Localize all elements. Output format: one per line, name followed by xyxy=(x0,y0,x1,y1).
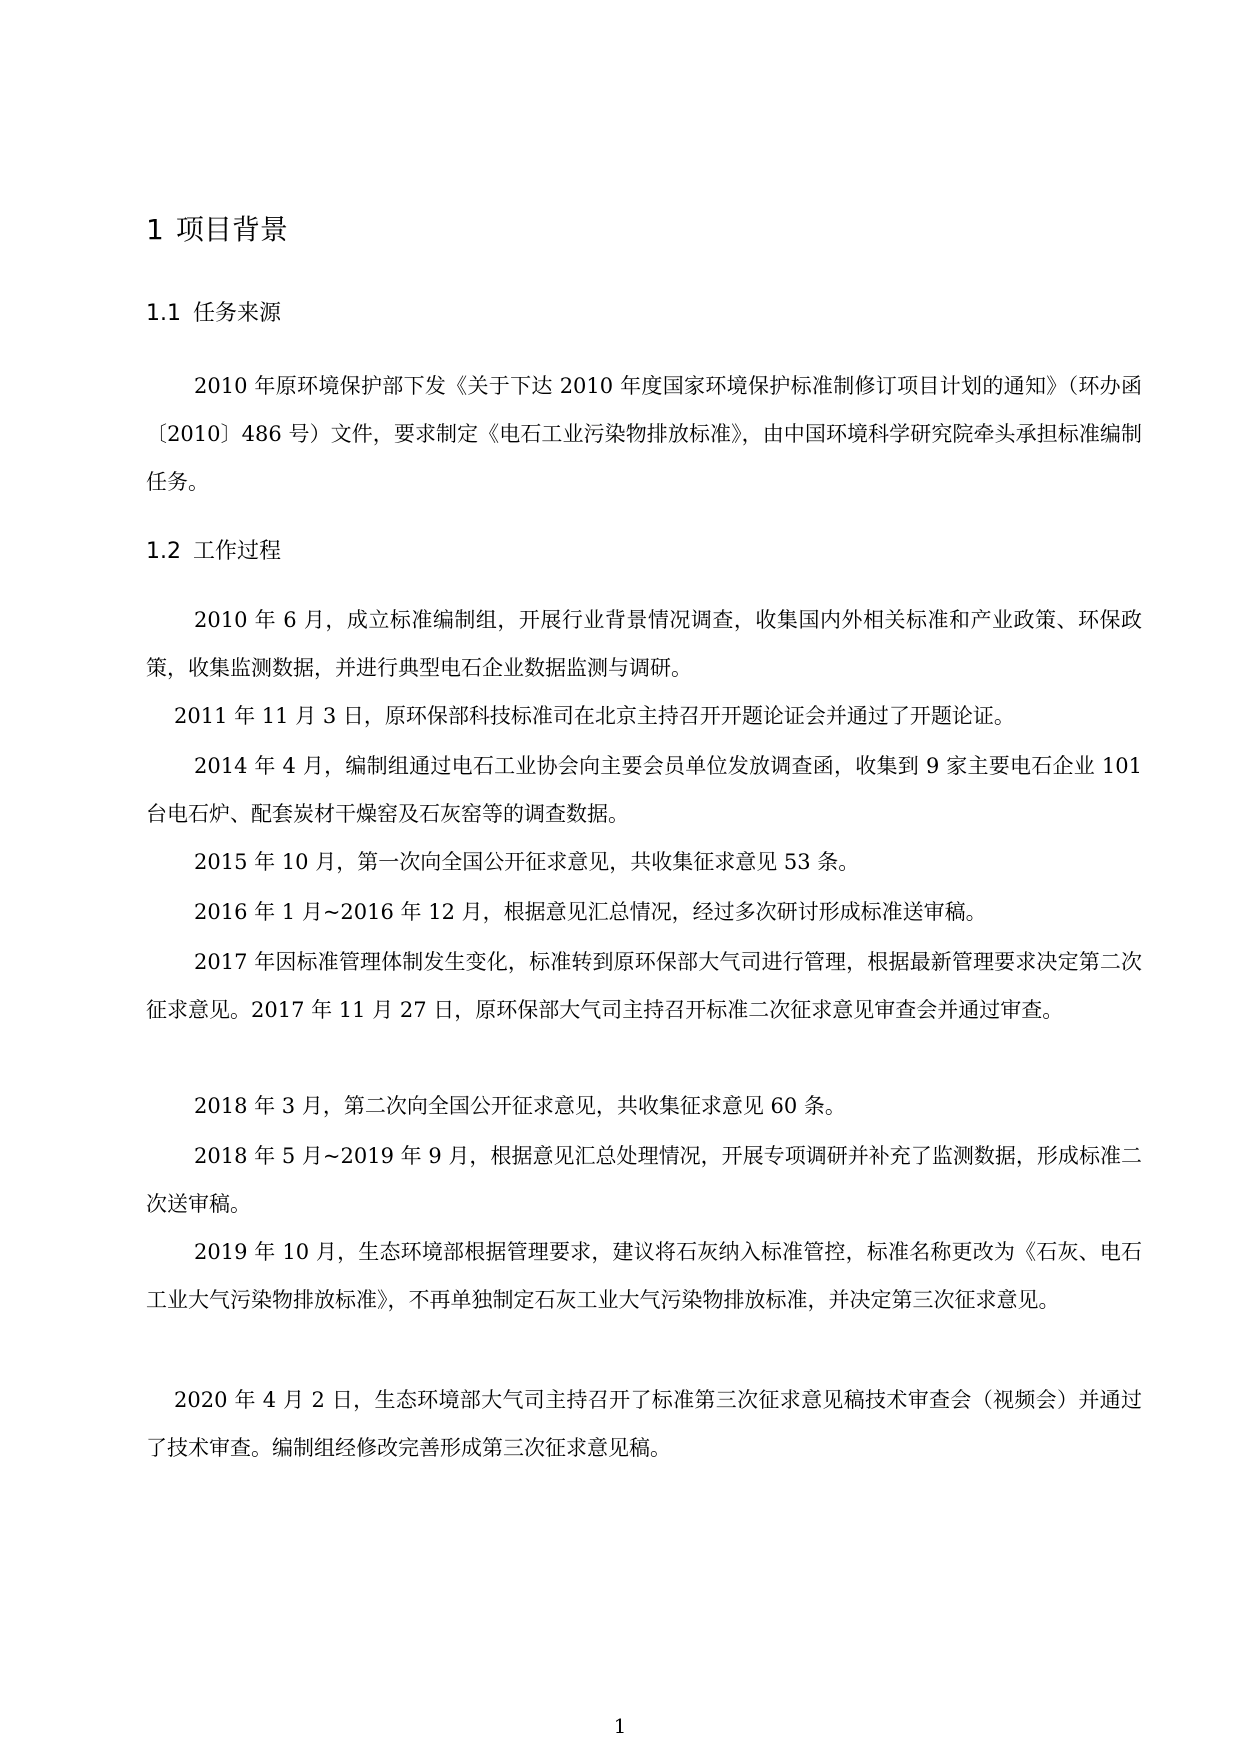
section-1-1-heading xyxy=(146,298,281,330)
section-1-heading xyxy=(146,210,288,250)
section-1-2-title: 工作过程 xyxy=(193,539,282,564)
section-1-1-title: 任务来源 xyxy=(193,301,282,326)
work-process-paragraph-2018-march: 2018 年 3 月，第二次向全国公开征求意见，共收集征求意见 60 条。 xyxy=(194,1094,846,1118)
work-process-paragraph-2020: 2020 年 4 月 2 日，生态环境部大气司主持召开了标准第三次征求意见稿技术审查会（视频会）并通过了技术审查。编制组经修改完善形成第三次征求意见稿。 xyxy=(146,1388,1142,1460)
work-process-paragraph-2015: 2015 年 10 月，第一次向全国公开征求意见，共收集征求意见 53 条。 xyxy=(194,850,860,874)
work-process-paragraph-2018-may: 2018 年 5 月~2019 年 9 月，根据意见汇总处理情况，开展专项调研并补充了监测数据，形成标准二次送审稿。 xyxy=(146,1144,1142,1216)
work-process-paragraph-2010: 2010 年 6 月，成立标准编制组，开展行业背景情况调查，收集国内外相关标准和产业政策、环保政策，收集监测数据，并进行典型电石企业数据监测与调研。 xyxy=(146,608,1142,680)
page-number: 1 xyxy=(613,1714,627,1738)
section-1-number: 1 xyxy=(146,213,164,246)
section-1-title: 项目背景 xyxy=(175,213,288,246)
work-process-paragraph-2019: 2019 年 10 月，生态环境部根据管理要求，建议将石灰纳入标准管控，标准名称更改为《石灰、电石工业大气污染物排放标准》，不再单独制定石灰工业大气污染物排放标准，并决定第三次征求意见。 xyxy=(146,1240,1142,1312)
task-source-paragraph: 2010 年原环境保护部下发《关于下达 2010 年度国家环境保护标准制修订项目计划的通知》（环办函〔2010〕486 号）文件，要求制定《电石工业污染物排放标准》，由中国环境科学研究院牵头承担标准编制任务。 xyxy=(146,374,1142,494)
section-1-2-number: 1.2 xyxy=(146,539,181,564)
work-process-paragraph-2014: 2014 年 4 月，编制组通过电石工业协会向主要会员单位发放调查函，收集到 9 家主要电石企业 101 台电石炉、配套炭材干燥窑及石灰窑等的调查数据。 xyxy=(146,754,1142,826)
work-process-paragraph-2016: 2016 年 1 月~2016 年 12 月，根据意见汇总情况，经过多次研讨形成标准送审稿。 xyxy=(194,900,987,924)
work-process-paragraph-2011: 2011 年 11 月 3 日，原环保部科技标准司在北京主持召开开题论证会并通过了开题论证。 xyxy=(174,704,1015,728)
work-process-paragraph-2017: 2017 年因标准管理体制发生变化，标准转到原环保部大气司进行管理，根据最新管理要求决定第二次征求意见。2017 年 11 月 27 日，原环保部大气司主持召开标准二次征求意见审查会并通过审查。 xyxy=(146,950,1142,1022)
section-1-2-heading xyxy=(146,536,281,568)
section-1-1-number: 1.1 xyxy=(146,301,181,326)
